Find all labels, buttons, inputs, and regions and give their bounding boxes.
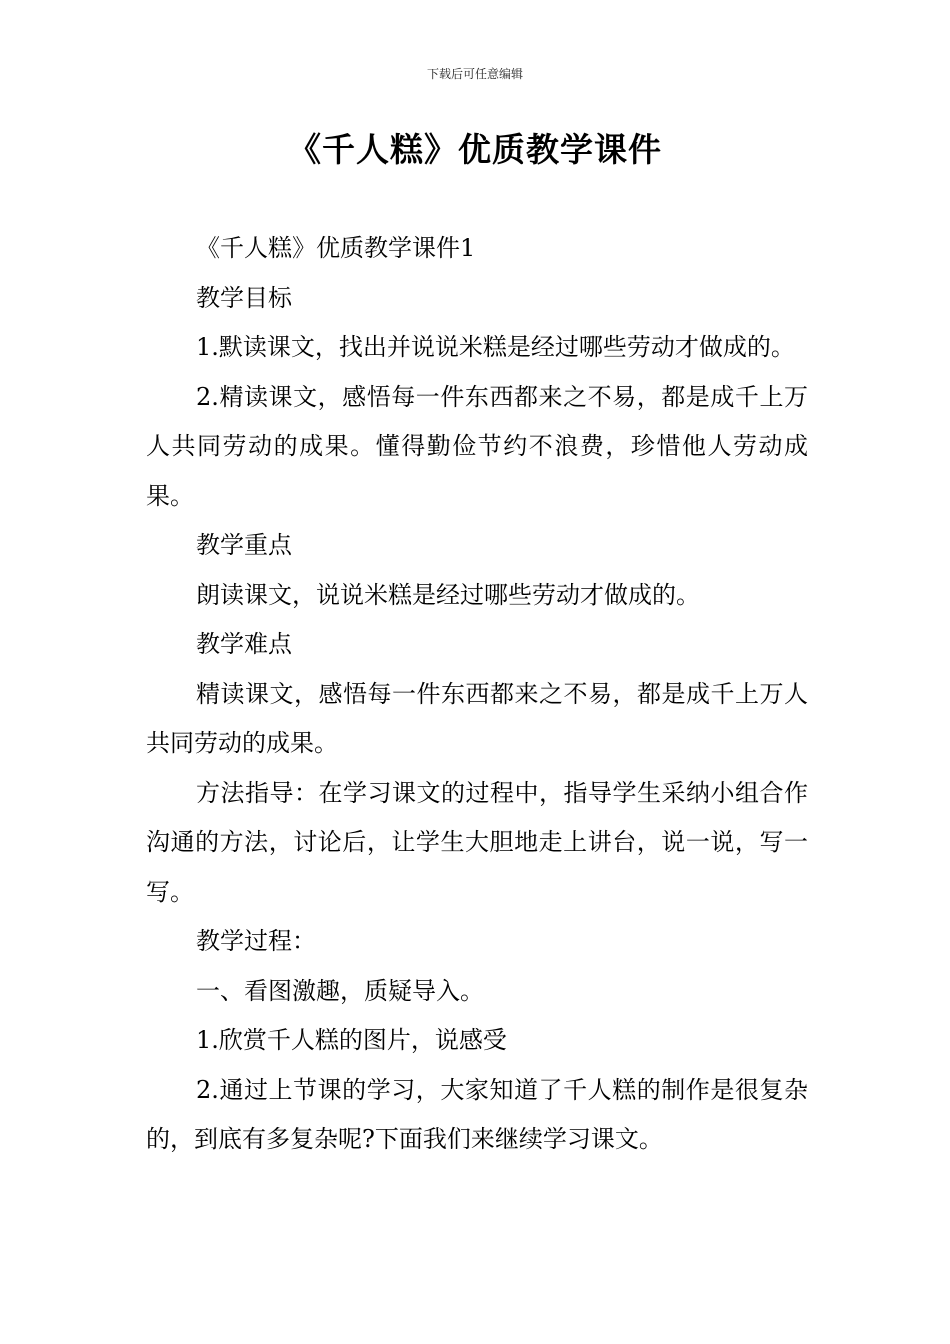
paragraph-heading-process: 教学过程：	[196, 927, 316, 955]
paragraph-process-step-1: 1.欣赏千人糕的图片，说感受	[196, 1026, 507, 1054]
paragraph-heading-objectives: 教学目标	[196, 283, 292, 312]
paragraph-heading-key-points: 教学重点	[196, 531, 292, 559]
header-note: 下载后可任意编辑	[426, 67, 523, 81]
paragraph-process-step-2: 2.通过上节课的学习，大家知道了千人糕的制作是很复杂的，到底有多复杂呢?下面我们来继续学习课文。	[146, 1075, 808, 1153]
document-body	[146, 224, 808, 1165]
page-title: 《千人糕》优质教学课件	[288, 130, 662, 169]
paragraph-heading-difficulties: 教学难点	[196, 630, 292, 658]
paragraph-method-guidance: 方法指导：在学习课文的过程中，指导学生采纳小组合作沟通的方法，讨论后，让学生大胆地走上讲台，说一说，写一写。	[146, 778, 808, 906]
paragraph-objective-1: 1.默读课文，找出并说说米糕是经过哪些劳动才做成的。	[196, 333, 795, 361]
paragraph-objective-2: 2.精读课文，感悟每一件东西都来之不易，都是成千上万人共同劳动的成果。懂得勤俭节约不浪费，珍惜他人劳动成果。	[146, 382, 808, 510]
paragraph-key-points: 朗读课文，说说米糕是经过哪些劳动才做成的。	[196, 580, 700, 609]
paragraph-difficulties: 精读课文，感悟每一件东西都来之不易，都是成千上万人共同劳动的成果。	[146, 679, 808, 757]
paragraph-process-section-1: 一、看图激趣，质疑导入。	[196, 976, 484, 1005]
paragraph-subtitle: 《千人糕》优质教学课件1	[196, 234, 476, 262]
